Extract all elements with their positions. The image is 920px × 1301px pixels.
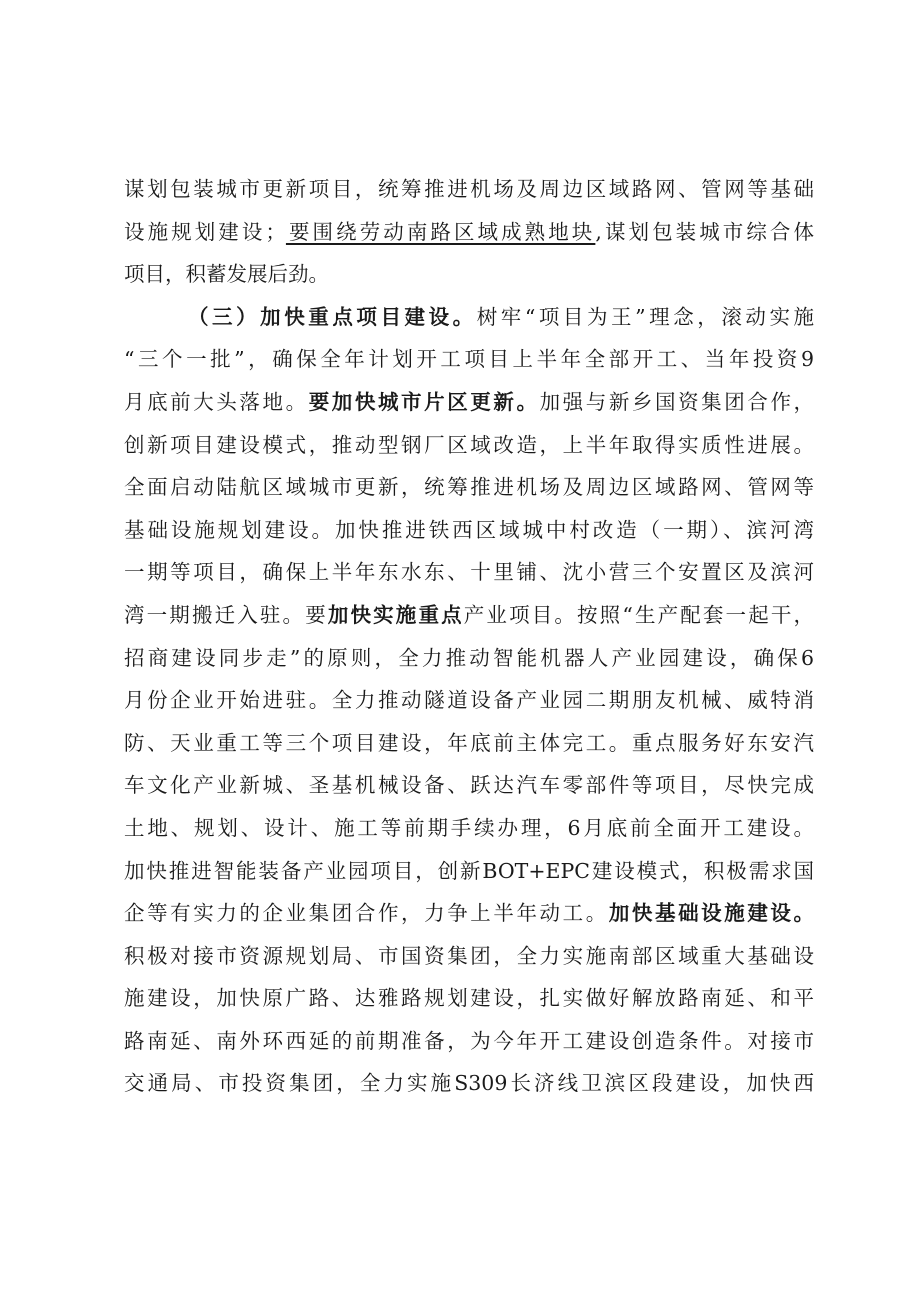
text-line <box>124 679 814 722</box>
text-line <box>124 211 814 254</box>
text-line <box>124 977 814 1020</box>
text-line <box>124 594 814 637</box>
text-line <box>124 850 814 893</box>
text-segment: 树牢“项目为王”理念，滚动实施 <box>476 304 815 329</box>
text-line <box>124 1062 814 1105</box>
text-segment: 产业项目。按照“生产配套一起干， <box>463 602 815 627</box>
text-line <box>124 253 814 296</box>
text-line <box>124 637 814 680</box>
text-segment: 加快推进智能装备产业园项目，创新BOT+EPC建设模式，积极需求国 <box>124 858 814 883</box>
text-segment: 一期等项目，确保上半年东水东、十里铺、沈小营三个安置区及滨河 <box>124 560 814 585</box>
text-segment: 车文化产业新城、圣基机械设备、跃达汽车零部件等项目，尽快完成 <box>124 773 814 798</box>
text-segment: 交通局、市投资集团，全力实施S309长济线卫滨区段建设，加快西 <box>124 1071 814 1096</box>
text-line <box>124 935 814 978</box>
text-line <box>124 381 814 424</box>
text-segment: 加强与新乡国资集团合作， <box>539 389 815 414</box>
text-segment: ,谋划包装城市综合体 <box>595 219 815 244</box>
bold-text: 加快实施重点 <box>327 602 464 627</box>
bold-text: 加快基础设施建设。 <box>608 901 815 926</box>
text-segment: 招商建设同步走”的原则，全力推动智能机器人产业园建设，确保6 <box>124 645 814 670</box>
text-line <box>124 722 814 765</box>
text-line <box>124 424 814 467</box>
text-segment: 防、天业重工等三个项目建设，年底前主体完工。重点服务好东安汽 <box>124 730 814 755</box>
text-segment: 土地、规划、设计、施工等前期手续办理，6月底前全面开工建设。 <box>124 815 814 840</box>
text-line <box>124 892 814 935</box>
body-text <box>124 168 814 1105</box>
text-line <box>124 551 814 594</box>
text-line <box>124 509 814 552</box>
text-line <box>124 466 814 509</box>
text-segment: 月份企业开始进驻。全力推动隧道设备产业园二期朋友机械、威特消 <box>124 688 814 713</box>
text-segment: 月底前大头落地。 <box>124 389 309 414</box>
text-segment: 全面启动陆航区域城市更新，统筹推进机场及周边区域路网、管网等 <box>124 475 814 500</box>
text-segment: 企等有实力的企业集团合作，力争上半年动工。 <box>124 901 609 926</box>
text-segment: 设施规划建设； <box>124 219 286 244</box>
text-line <box>124 296 814 339</box>
bold-text: 要加快城市片区更新。 <box>308 389 540 414</box>
bold-text: （三）加快重点项目建设。 <box>188 304 477 329</box>
text-segment: 湾一期搬迁入驻。要 <box>124 602 328 627</box>
text-segment: 基础设施规划建设。加快推进铁西区域城中村改造（一期）、滨河湾 <box>124 517 814 542</box>
text-segment: 路南延、南外环西延的前期准备，为今年开工建设创造条件。对接市 <box>124 1028 814 1053</box>
text-segment: 创新项目建设模式，推动型钢厂区域改造，上半年取得实质性进展。 <box>124 432 814 457</box>
text-segment: 施建设，加快原广路、达雅路规划建设，扎实做好解放路南延、和平 <box>124 986 814 1011</box>
text-segment: 谋划包装城市更新项目，统筹推进机场及周边区域路网、管网等基础 <box>124 177 814 201</box>
text-line <box>124 807 814 850</box>
text-line <box>124 764 814 807</box>
text-line <box>124 1020 814 1063</box>
text-segment: “三个一批”，确保全年计划开工项目上半年全部开工、当年投资9 <box>124 347 814 372</box>
text-line <box>124 338 814 381</box>
text-segment: 积极对接市资源规划局、市国资集团，全力实施南部区域重大基础设 <box>124 943 814 968</box>
underlined-text: 要围绕劳动南路区域成熟地块 <box>285 219 596 244</box>
text-segment: 项目，积蓄发展后劲。 <box>124 262 329 287</box>
text-line <box>124 168 814 211</box>
